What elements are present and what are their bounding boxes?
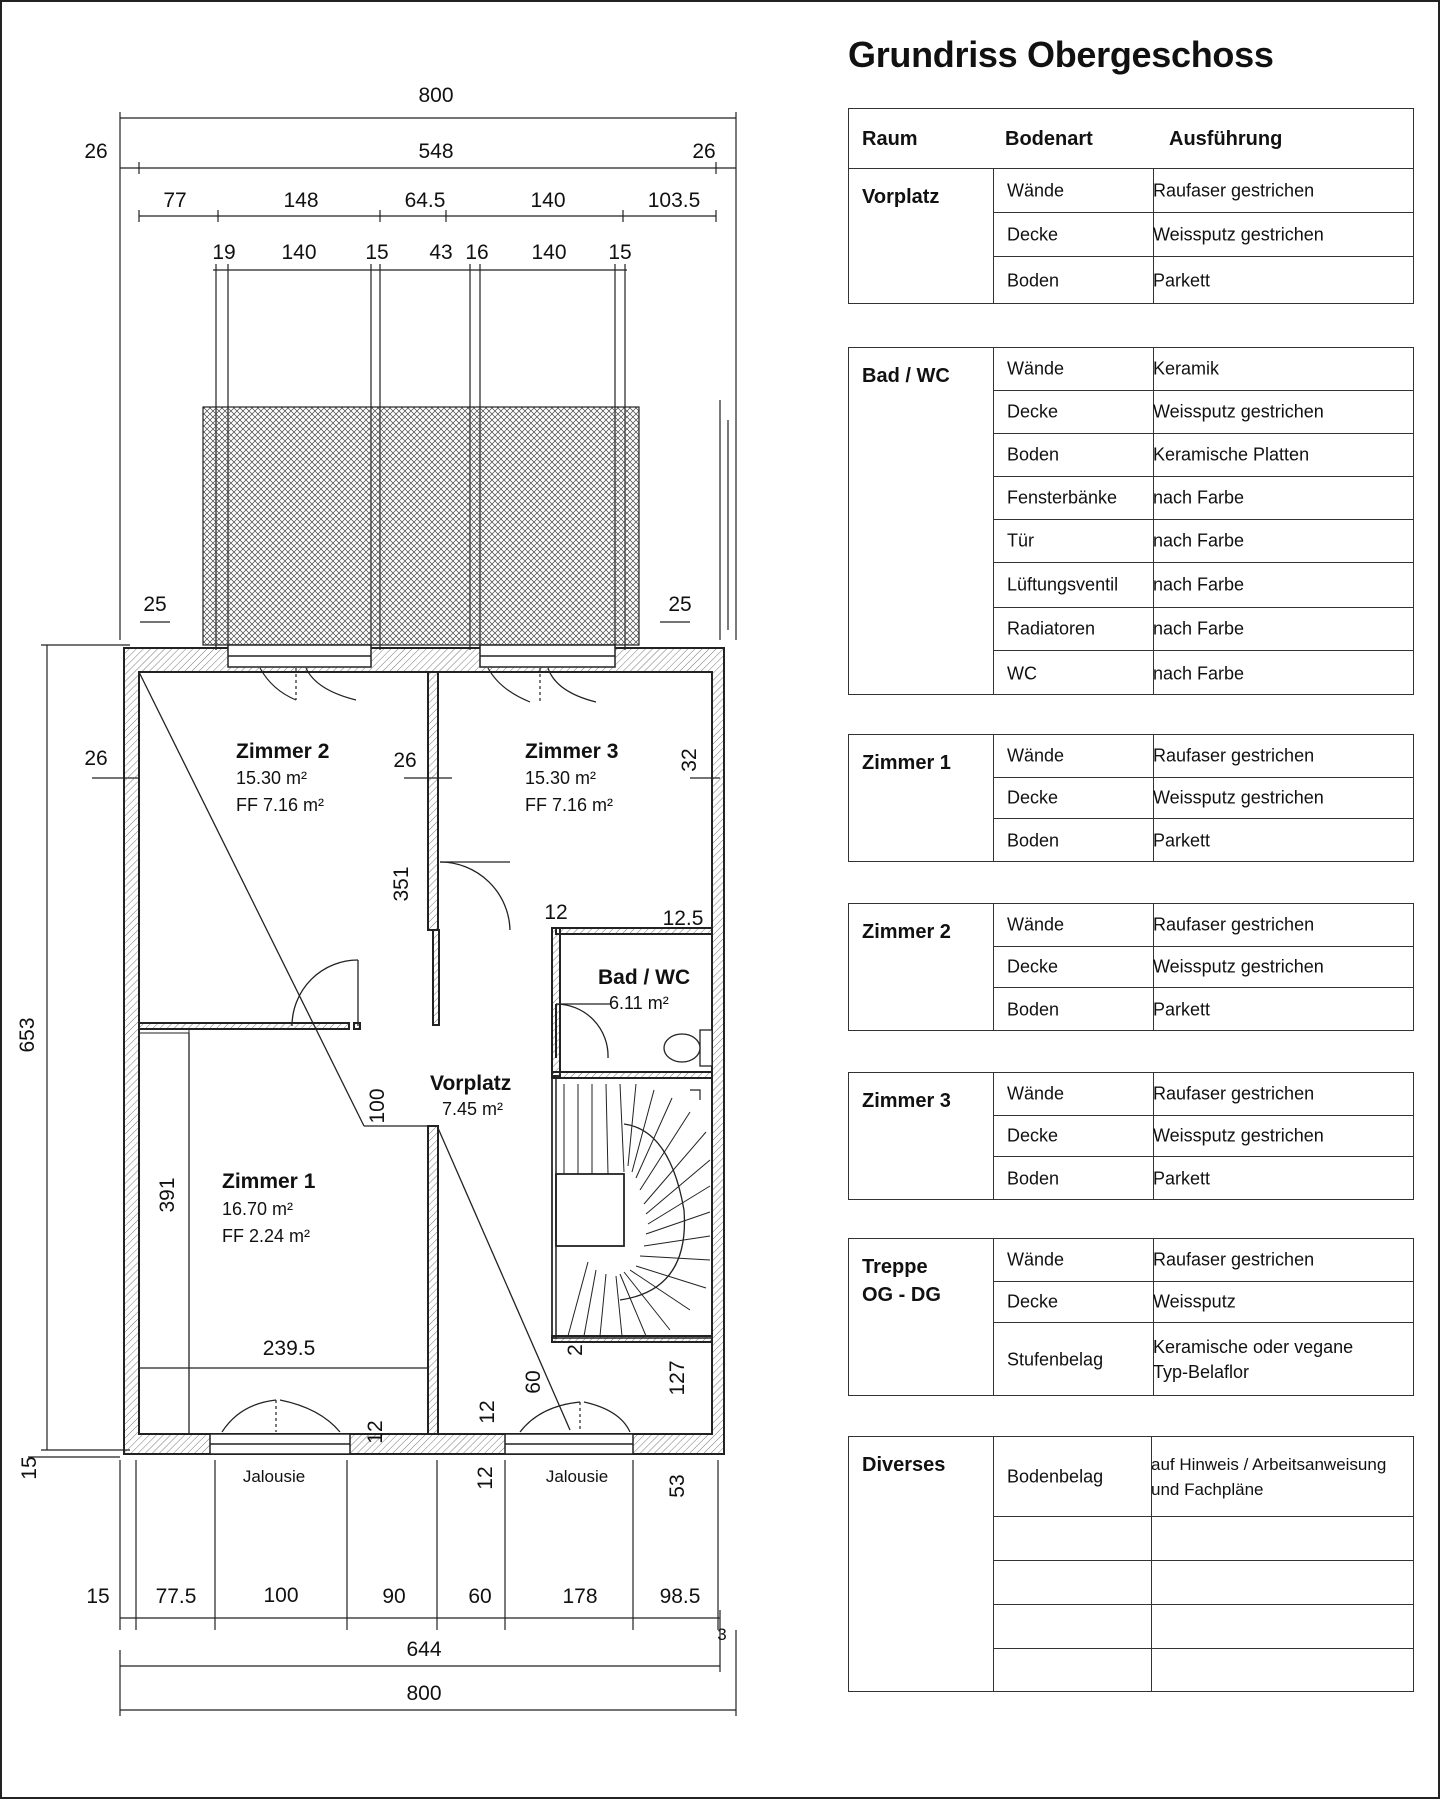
cell-ausfuehrung: Weissputz gestrichen: [1153, 224, 1324, 244]
jalousie-right-label: Jalousie: [545, 1467, 609, 1486]
cell-bodenart: Wände: [1007, 914, 1065, 935]
dim-3: 3: [717, 1625, 727, 1644]
dim-bot-60: 60: [468, 1585, 492, 1608]
dim-left-wall-26: 26: [84, 747, 108, 770]
cell-ausfuehrung: Parkett: [1153, 830, 1211, 851]
dim-12: 12: [544, 901, 568, 924]
cell-bodenart: Wände: [1007, 358, 1065, 379]
cell-ausfuehrung: Raufaser gestrichen: [1153, 745, 1315, 766]
room-bad-name: Bad / WC: [598, 966, 691, 989]
cell-bodenart: Decke: [1007, 956, 1059, 977]
cell-bodenart: Fensterbänke: [1007, 487, 1118, 508]
cell-bodenart: Lüftungsventil: [1007, 574, 1119, 595]
table-zimmer1: [848, 734, 1414, 862]
table-row: [993, 608, 1413, 651]
dim-win-43: 43: [429, 241, 453, 264]
dim-left-25: 25: [143, 593, 167, 616]
dim-right-wall-32: 32: [678, 748, 701, 772]
dim-53: 53: [666, 1474, 689, 1498]
table-row: [993, 1517, 1413, 1561]
room-zimmer2-name: Zimmer 2: [236, 740, 330, 763]
room-zimmer1-area: 16.70 m²: [222, 1199, 294, 1219]
wc-symbol: [664, 1030, 712, 1066]
table-row: [993, 1239, 1413, 1282]
dim-bot-98-5: 98.5: [659, 1585, 701, 1608]
room-vorplatz-name: Vorplatz: [430, 1072, 512, 1095]
cell-ausfuehrung: Raufaser gestrichen: [1153, 180, 1315, 200]
table-header: [849, 109, 1413, 169]
header-ausfuehrung: Ausführung: [1169, 128, 1283, 150]
cell-ausfuehrung: Keramik: [1153, 358, 1220, 379]
table-row: [993, 819, 1413, 863]
table-row: [993, 947, 1413, 988]
table-room-name: Vorplatz: [862, 186, 940, 208]
dim-bottom-total: 800: [406, 1682, 442, 1705]
table-row: [993, 169, 1413, 213]
header-raum: Raum: [862, 128, 918, 150]
cell-bodenart: Wände: [1007, 1249, 1065, 1270]
dim-12-under: 12: [474, 1466, 497, 1490]
dim-win-16: 16: [465, 241, 489, 264]
cell-bodenart: Stufenbelag: [1007, 1349, 1104, 1370]
table-row: [993, 988, 1413, 1032]
dim-seg-77: 77: [163, 189, 187, 212]
header-bodenart: Bodenart: [1005, 128, 1093, 150]
dim-seg-103-5: 103.5: [647, 189, 701, 212]
cell-bodenart: Boden: [1007, 830, 1060, 851]
cell-ausfuehrung: Weissputz: [1153, 1291, 1236, 1312]
dim-bot-77-5: 77.5: [155, 1585, 197, 1608]
doors: [292, 862, 610, 1430]
dim-12-mid: 12: [476, 1400, 499, 1424]
cell-ausfuehrung: Keramische oder vegane Typ-Belaflor: [1153, 1337, 1354, 1382]
dim-top-right-wall: 26: [692, 140, 716, 163]
table-vorplatz: [848, 108, 1414, 304]
dim-127: 127: [666, 1360, 689, 1396]
cell-ausfuehrung: nach Farbe: [1153, 618, 1245, 639]
table-row: [993, 904, 1413, 947]
cell-bodenart: Decke: [1007, 1125, 1059, 1146]
dim-height-351: 351: [390, 866, 413, 902]
table-room-name: Diverses: [862, 1454, 946, 1476]
cell-ausfuehrung: nach Farbe: [1153, 530, 1245, 551]
cell-bodenart: Bodenbelag: [1007, 1466, 1104, 1486]
cell-bodenart: Boden: [1007, 999, 1060, 1020]
dim-bot-100: 100: [263, 1584, 299, 1607]
room-bad-area: 6.11 m²: [609, 993, 669, 1013]
dim-239-5: 239.5: [262, 1337, 316, 1360]
cell-ausfuehrung: Parkett: [1153, 999, 1211, 1020]
table-row: [993, 651, 1413, 696]
table-row: [993, 477, 1413, 520]
dim-bot-15: 15: [86, 1585, 110, 1608]
dim-height-653: 653: [16, 1017, 39, 1053]
dim-15-left: 15: [18, 1456, 41, 1480]
staircase: [552, 1078, 712, 1338]
cell-ausfuehrung: Weissputz gestrichen: [1153, 787, 1324, 808]
table-row: [993, 563, 1413, 608]
table-row: [993, 1649, 1413, 1693]
cell-ausfuehrung: auf Hinweis / Arbeitsanweisung und Fachpläne: [1151, 1454, 1387, 1499]
dim-top-inner: 548: [418, 140, 454, 163]
cell-bodenart: Wände: [1007, 1083, 1065, 1104]
table-row: [993, 391, 1413, 434]
table-room-name: Bad / WC: [862, 365, 950, 387]
dim-right-25: 25: [668, 593, 692, 616]
room-vorplatz-area: 7.45 m²: [442, 1099, 504, 1119]
table-row: [993, 1157, 1413, 1201]
cell-ausfuehrung: nach Farbe: [1153, 574, 1245, 595]
cell-bodenart: Decke: [1007, 401, 1059, 422]
table-row: [993, 348, 1413, 391]
dim-100: 100: [366, 1088, 389, 1124]
dim-win-15a: 15: [365, 241, 389, 264]
room-labels: [222, 740, 690, 1486]
dim-win-140a: 140: [281, 241, 317, 264]
table-row: [993, 1323, 1413, 1397]
table-row: [993, 1073, 1413, 1116]
dim-bottom-inner: 644: [406, 1638, 442, 1661]
dim-win-15b: 15: [608, 241, 632, 264]
page-title: Grundriss Obergeschoss: [848, 34, 1274, 75]
table-row: [993, 778, 1413, 819]
room-zimmer3-area: 15.30 m²: [525, 768, 597, 788]
dim-60: 60: [522, 1370, 545, 1394]
table-row: [993, 434, 1413, 477]
room-zimmer1-name: Zimmer 1: [222, 1170, 316, 1193]
cell-bodenart: Tür: [1007, 530, 1034, 551]
room-zimmer2-area: 15.30 m²: [236, 768, 308, 788]
table-row: [993, 213, 1413, 257]
dim-top-left-wall: 26: [84, 140, 108, 163]
table-row: [993, 257, 1413, 305]
dim-bot-178: 178: [562, 1585, 598, 1608]
table-bad: [848, 347, 1414, 695]
balcony: [203, 407, 639, 645]
room-zimmer3-name: Zimmer 3: [525, 740, 619, 763]
dim-12-bottom: 12: [364, 1420, 387, 1444]
cell-ausfuehrung: nach Farbe: [1153, 663, 1245, 683]
dim-seg-140: 140: [530, 189, 566, 212]
cell-ausfuehrung: Keramische Platten: [1153, 444, 1310, 465]
table-row: [993, 520, 1413, 563]
table-row: [993, 1561, 1413, 1605]
dim-win-19: 19: [212, 241, 236, 264]
table-row: [993, 735, 1413, 778]
table-zimmer3: [848, 1072, 1414, 1200]
cell-bodenart: Decke: [1007, 787, 1059, 808]
jalousie-left-label: Jalousie: [242, 1467, 306, 1486]
cell-bodenart: WC: [1007, 663, 1037, 683]
dim-mid-wall-26: 26: [393, 749, 417, 772]
table-room-name: Treppe OG - DG: [862, 1256, 941, 1306]
cell-bodenart: Decke: [1007, 1291, 1059, 1312]
table-zimmer2: [848, 903, 1414, 1031]
dim-12-5: 12.5: [662, 907, 704, 930]
cell-ausfuehrung: Weissputz gestrichen: [1153, 401, 1324, 422]
cell-bodenart: Boden: [1007, 1168, 1060, 1189]
cell-ausfuehrung: Weissputz gestrichen: [1153, 956, 1324, 977]
table-row: [993, 1605, 1413, 1649]
cell-ausfuehrung: nach Farbe: [1153, 487, 1245, 508]
dim-391: 391: [156, 1177, 179, 1213]
table-row: [993, 1437, 1413, 1517]
table-treppe: [848, 1238, 1414, 1396]
cell-bodenart: Wände: [1007, 180, 1065, 200]
cell-bodenart: Boden: [1007, 444, 1060, 465]
table-room-name: Zimmer 2: [862, 921, 951, 943]
dim-seg-64-5: 64.5: [404, 189, 446, 212]
cell-bodenart: Decke: [1007, 224, 1059, 244]
walls: [124, 648, 724, 1454]
table-diverses: [848, 1436, 1414, 1692]
table-row: [993, 1116, 1413, 1157]
dim-seg-148: 148: [283, 189, 319, 212]
cell-ausfuehrung: Parkett: [1153, 270, 1211, 291]
room-zimmer2-ff: FF 7.16 m²: [236, 795, 325, 815]
dim-top-total: 800: [418, 84, 454, 107]
dim-bot-90: 90: [382, 1585, 406, 1608]
dim-2: 2: [564, 1344, 587, 1356]
cell-ausfuehrung: Parkett: [1153, 1168, 1211, 1189]
table-row: [993, 1282, 1413, 1323]
table-room-name: Zimmer 1: [862, 752, 951, 774]
cell-ausfuehrung: Raufaser gestrichen: [1153, 914, 1315, 935]
room-zimmer3-ff: FF 7.16 m²: [525, 795, 614, 815]
cell-bodenart: Boden: [1007, 270, 1060, 291]
cell-ausfuehrung: Raufaser gestrichen: [1153, 1083, 1315, 1104]
table-room-name: Zimmer 3: [862, 1090, 951, 1112]
cell-bodenart: Radiatoren: [1007, 618, 1096, 639]
cell-bodenart: Wände: [1007, 745, 1065, 766]
cell-ausfuehrung: Weissputz gestrichen: [1153, 1125, 1324, 1146]
cell-ausfuehrung: Raufaser gestrichen: [1153, 1249, 1315, 1270]
dim-win-140b: 140: [531, 241, 567, 264]
room-zimmer1-ff: FF 2.24 m²: [222, 1226, 311, 1246]
